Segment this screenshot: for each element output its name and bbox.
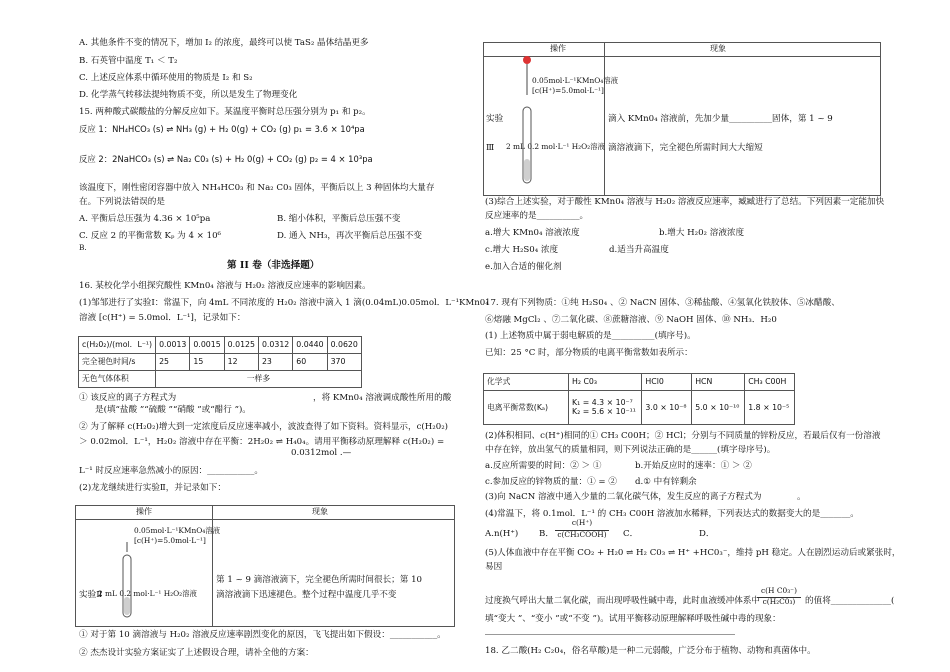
table-header: CH₃ C00H <box>745 374 795 391</box>
fraction-hco3-denominator: c(H₂C0₃) <box>762 597 796 606</box>
q16-3-option-e: e.加入合适的催化剂 <box>485 262 562 272</box>
q16-part1-line1: (1)邹邹进行了实验Ⅰ：常温下，向 4mL 不同浓度的 H₂0₂ 溶液中滴入 1 滴(0.04mL)0.05mol．L⁻¹KMn0₄ <box>79 298 489 308</box>
experiment-3-box <box>483 42 881 196</box>
table-row <box>79 337 362 354</box>
table-cell: 0.0015 <box>190 337 224 354</box>
fraction-b-numerator: c(H⁺) <box>571 518 593 527</box>
left-column <box>75 0 489 672</box>
right-column <box>483 0 901 672</box>
q16-1-1-b: ，将 KMn0₄ 溶液调成酸性所用的酸 <box>313 393 452 403</box>
q16-3-option-c: c.增大 H₂S0₄ 浓度 <box>485 245 559 255</box>
reagent-label-2: [c(H⁺)=5.0mol·L⁻¹] <box>134 536 206 545</box>
table-cell: 0.0440 <box>293 337 327 354</box>
table-row <box>79 371 362 388</box>
table-cell: 0.0013 <box>156 337 190 354</box>
phenomenon-line-1: 滴入 KMn0₄ 溶液前，先加少量__________固体，第 1 ~ 9 <box>608 114 833 124</box>
q15-stem: 15. 两种酸式碳酸盐的分解反应如下。某温度平衡时总压强分别为 p₁ 和 p₂。 <box>79 107 371 117</box>
dropper-tube-icon <box>120 542 134 620</box>
table-cell: 0.0620 <box>327 337 361 354</box>
q15-option-d: D. 通入 NH₃，再次平衡后总压强不变 <box>277 231 422 241</box>
q14-option-d: D. 化学蒸气转移法提纯物质不变，所以是发生了物理变化 <box>79 90 298 100</box>
reagent-label-1: 0.05mol·L⁻¹KMnO₄溶液 <box>532 76 619 85</box>
answer-line <box>485 634 735 635</box>
q17-2-option-a: a.反应所需要的时间：② ＞ ① <box>485 461 602 471</box>
k1-value: K₁ = 4.3 × 10⁻⁷ <box>572 397 633 407</box>
table-row-label: 无色气体体积 <box>79 371 156 388</box>
op-header: 操作 <box>550 44 566 53</box>
dropper-tube-icon <box>520 55 534 187</box>
q16-1-2-a: ② 为了解释 c(H₂0₂)增大到一定浓度后反应速率减小，波波查得了如下资料。资料显示，c(H₂0₂) <box>79 422 448 432</box>
table-header: HCl0 <box>642 374 692 391</box>
phenomenon-line-2: 滴溶液滴下迅速褪色。整个过程中温度几乎不变 <box>216 590 397 600</box>
q15-b-mark: B. <box>79 243 87 252</box>
table-row-label: 完全褪色时间/s <box>79 354 156 371</box>
q16-1-2-b: ＞ 0.02mol．L⁻¹，H₂0₂ 溶液中存在平衡：2H₂0₂ ⇌ H₄0₄。请用平衡移动原理解释 c(H₂0₂) = <box>79 437 445 447</box>
q17-part5-line3-end: 的值将______________( <box>805 596 895 606</box>
tube-label: 2 mL 0.2 mol·L⁻¹ H₂O₂溶液 <box>506 142 605 151</box>
q15-option-a: A. 平衡后总压强为 4.36 × 10⁵pa <box>79 214 211 224</box>
table-row <box>79 354 362 371</box>
table-cell: 60 <box>293 354 327 371</box>
table-row-label: 电离平衡常数(Kₐ) <box>484 391 569 425</box>
table-cell: 23 <box>258 354 292 371</box>
q17-part2-line2: 中存在锌，放出氢气的质量相同，则下列说法正确的是______(填字母序号)。 <box>485 445 776 455</box>
q17-4-option-b: B． <box>539 529 554 539</box>
q17-part3-end: 。 <box>797 492 806 502</box>
q17-part5-line4: 填“变大 ”、“变小 ”或“不变 ”)。试用平衡移动原理解释呼吸性碱中毒的现象： <box>485 614 781 624</box>
q16-1-2-c: 0.0312mol .— <box>291 448 352 458</box>
table-cell <box>569 391 642 425</box>
table-row <box>484 374 795 391</box>
q17-2-option-c: c.参加反应的锌物质的量：① = ② <box>485 477 617 487</box>
q14-option-c: C. 上述反应体系中循环使用的物质是 I₂ 和 S₂ <box>79 73 253 83</box>
k2-value: K₂ = 5.6 × 10⁻¹¹ <box>572 406 636 416</box>
table-cell: 0.0125 <box>224 337 258 354</box>
q14-option-a: A. 其他条件不变的情况下，增加 I₂ 的浓度，最终可以使 TaS₂ 晶体结晶更多 <box>79 38 369 48</box>
reagent-label-1: 0.05mol·L⁻¹KMnO₄溶液 <box>134 526 221 535</box>
tube-label: 2 mL 0.2 mol·L⁻¹ H₂O₂溶液 <box>98 589 197 598</box>
q15-option-b: B. 缩小体积，平衡后总压强不变 <box>277 214 401 224</box>
q16-3-option-b: b.增大 H₂0₂ 溶液浓度 <box>659 228 745 238</box>
q17-4-option-c: C． <box>623 529 639 539</box>
q16-3-stem-2: 反应速率的是__________。 <box>485 211 589 221</box>
q17-part5-line3: 过度换气呼出大量二氧化碳，而出现呼吸性碱中毒，此时血液缓冲体系中 <box>485 596 761 606</box>
q17-4-option-d: D． <box>699 529 715 539</box>
q17-2-option-b: b.开始反应时的速率：① ＞ ② <box>635 461 752 471</box>
phenomenon-line-2: 滴溶液滴下，完全褪色所需时间大大缩短 <box>608 143 763 153</box>
q16-stem: 16. 某校化学小组探究酸性 KMn0₄ 溶液与 H₂0₂ 溶液反应速率的影响因素。 <box>79 281 371 291</box>
q16-data-table <box>78 336 362 388</box>
experiment-2-box <box>75 505 455 627</box>
q18-stem: 18. 乙二酸(H₂ C₂0₄，俗名草酸)是一种二元弱酸，广泛分布于植物、动物和真菌体中。 <box>485 646 816 656</box>
fraction-b-denominator: c(CH₃COOH) <box>557 530 607 539</box>
experiment-3-roman: Ⅲ <box>486 143 495 153</box>
q16-3-stem-1: (3)综合上述实验，对于酸性 KMn0₄ 溶液与 H₂0₂ 溶液反应速率，臧臧进行了总结。下列因素一定能加快 <box>485 197 885 207</box>
q17-4-option-a: A.n(H⁺) <box>485 529 519 539</box>
phenomenon-header: 现象 <box>710 44 726 53</box>
table-cell: 1.8 × 10⁻⁵ <box>745 391 795 425</box>
q16-2-1: ① 对于第 10 滴溶液与 H₂0₂ 溶液反应速率剧烈变化的原因，飞飞提出如下假设：___________。 <box>79 630 446 640</box>
op-header: 操作 <box>136 507 152 516</box>
q16-3-option-d: d.适当升高温度 <box>609 245 669 255</box>
q16-1-1-a: ① 该反应的离子方程式为 <box>79 393 177 403</box>
q16-1-2-d: L⁻¹ 时反应速率急然减小的原因：___________。 <box>79 466 263 476</box>
q17-stem-2: ⑥熔融 MgCl₂ 、⑦二氧化碳、⑧蔗糖溶液、⑨ NaOH 固体、⑩ NH₃．H₂0 <box>485 315 777 325</box>
q17-part3: (3)向 NaCN 溶液中通入少量的二氧化碳气体，发生反应的离子方程式为 <box>485 492 762 502</box>
q16-part1-line2: 溶液 [c(H⁺) = 5.0mol．L⁻¹]，记录如下： <box>79 313 246 323</box>
q17-given: 已知：25 °C 时，部分物质的电离平衡常数如表所示： <box>485 348 693 358</box>
q17-part2-line1: (2)体积相同、c(H⁺)相同的① CH₃ C00H；② HCl；分别与不同质量的锌粉反应，若最后仅有一份溶液 <box>485 431 881 441</box>
section-title: 第 II 卷（非选择题） <box>227 260 320 271</box>
table-cell: 3.0 × 10⁻⁸ <box>642 391 692 425</box>
q17-stem-1: 17. 现有下列物质：①纯 H₂S0₄ 、② NaCN 固体、③稀盐酸、④氢氧化铁胶体、⑤冰醋酸、 <box>485 298 840 308</box>
table-cell: 370 <box>327 354 361 371</box>
table-cell: 15 <box>190 354 224 371</box>
experiment-3-label: 实验 <box>486 114 504 124</box>
table-row <box>484 391 795 425</box>
table-cell: 0.0312 <box>258 337 292 354</box>
reagent-label-2: [c(H⁺)=5.0mol·L⁻¹] <box>532 86 604 95</box>
q17-2-option-d: d.① 中有锌剩余 <box>635 477 697 487</box>
q17-part1: (1) 上述物质中属于弱电解质的是__________(填序号)。 <box>485 331 696 341</box>
q15-reaction-2: 反应 2：2NaHCO₃ (s) ⇌ Na₂ C0₃ (s) + H₂ 0(g) + CO₂ (g) p₂ = 4 × 10³pa <box>79 154 373 164</box>
experiment-2-label: 实验Ⅱ <box>79 590 103 600</box>
table-header: 化学式 <box>484 374 569 391</box>
q15-reaction-1: 反应 1：NH₄HCO₃ (s) ⇌ NH₃ (g) + H₂ 0(g) + CO₂ (g) p₁ = 3.6 × 10⁴pa <box>79 124 365 134</box>
table-row-label: c(H₂0₂)/(mol．L⁻¹) <box>79 337 156 354</box>
table-header: HCN <box>692 374 745 391</box>
table-cell: 一样多 <box>156 371 362 388</box>
fraction-hco3-numerator: c(H C0₃⁻) <box>761 586 797 595</box>
q15-description-2: 在。下列说法错误的是 <box>79 197 165 207</box>
q17-part5-line2: 易因 <box>485 562 503 572</box>
q17-part4: (4)常温下，将 0.1mol．L⁻¹ 的 CH₃ C00H 溶液加水稀释，下列表达式的数据变大的是_______。 <box>485 509 859 519</box>
ionization-constant-table <box>483 373 795 425</box>
q16-part2: (2)龙龙继续进行实验Ⅱ，并记录如下： <box>79 483 226 493</box>
phenomenon-header: 现象 <box>312 507 328 516</box>
table-cell: 5.0 × 10⁻¹⁰ <box>692 391 745 425</box>
q16-2-2: ② 杰杰设计实验方案证实了上述假设合理，请补全他的方案： <box>79 648 314 658</box>
q15-option-c: C. 反应 2 的平衡常数 Kₚ 为 4 × 10⁶ <box>79 231 221 241</box>
q17-part5-line1: (5)人体血液中存在平衡 CO₂ + H₂0 ⇌ H₂ C0₃ ⇌ H⁺ +HC0₃⁻，维持 pH 稳定。人在剧烈运动后或紧张时， <box>485 548 901 558</box>
table-header: H₂ C0₃ <box>569 374 642 391</box>
phenomenon-line-1: 第 1 ~ 9 滴溶液滴下，完全褪色所需时间很长；第 10 <box>216 575 423 585</box>
q14-option-b: B. 石英管中温度 T₁ ＜ T₂ <box>79 56 178 66</box>
q16-3-option-a: a.增大 KMn0₄ 溶液浓度 <box>485 228 580 238</box>
q16-1-1-c: 是(填“盐酸 ”“硫酸 ”“硝酸 ”或“醋行 ”)。 <box>95 405 251 415</box>
table-cell: 12 <box>224 354 258 371</box>
q15-description-1: 该温度下，刚性密闭容器中放入 NH₄HC0₃ 和 Na₂ C0₃ 固体，平衡后以上 3 种固体均大量存 <box>79 183 435 193</box>
table-cell: 25 <box>156 354 190 371</box>
